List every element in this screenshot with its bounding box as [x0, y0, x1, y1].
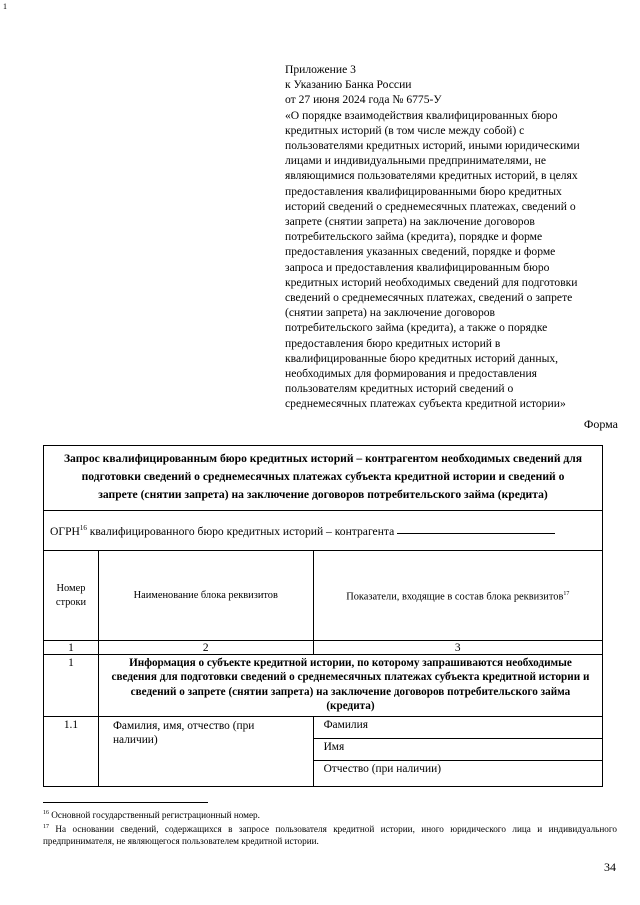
ogrn-label: ОГРН — [50, 524, 80, 538]
appendix-line: запроса и предоставления квалифицированным бюро — [285, 260, 550, 274]
footnote-ref-17: 17 — [563, 590, 570, 597]
appendix-line: к Указанию Банка России — [285, 78, 412, 92]
appendix-line: Приложение 3 — [285, 63, 356, 76]
corner-mark: 1 — [3, 2, 7, 11]
block-number: 1 — [44, 655, 99, 717]
page-number: 34 — [604, 860, 616, 874]
ogrn-row — [44, 511, 603, 551]
appendix-line: запрете (снятии запрета) на заключение договоров — [285, 215, 535, 229]
appendix-line: (снятии запрета) на заключение договоров — [285, 306, 496, 320]
footnote-ref-16: 16 — [79, 523, 87, 532]
appendix-line: от 27 июня 2024 года № 6775-У — [285, 93, 442, 107]
row-name: Фамилия, имя, отчество (при наличии) — [98, 716, 313, 786]
ogrn-text: квалифицированного бюро кредитных историй – контрагента — [86, 524, 398, 538]
first-name-field[interactable]: Имя — [314, 739, 602, 761]
footnote-mark: 16 — [43, 810, 49, 816]
form-label: Форма — [583, 417, 618, 431]
column-header-indicators-text: Показатели, входящие в состав блока реквизитов — [346, 591, 564, 603]
appendix-line: предоставления квалифицированными бюро кредитных — [285, 184, 562, 198]
footnotes — [43, 807, 617, 847]
appendix-line: «О порядке взаимодействия квалифицированных бюро — [285, 108, 558, 122]
footnote-16 — [43, 807, 617, 821]
column-header-block-name: Наименование блока реквизитов — [98, 551, 313, 641]
appendix-header — [285, 62, 610, 412]
appendix-line: являющимися пользователями кредитных историй, в целях — [285, 169, 578, 183]
surname-field[interactable]: Фамилия — [314, 717, 602, 739]
appendix-line: предоставления бюро кредитных историй в — [285, 336, 501, 350]
column-number: 2 — [98, 641, 313, 655]
appendix-line: сведений о среднемесячных платежах, сведений о запрете — [285, 291, 573, 305]
appendix-line: необходимых для формирования и предоставления — [285, 367, 538, 381]
appendix-line: кредитных историй необходимых сведений для подготовки — [285, 275, 578, 289]
block-title: Информация о субъекте кредитной истории, по которому запрашиваются необходимые сведения для подготовки сведений о среднемесячных платежах субъекта кредитной истории и сведений о запрете (снятии запрета) на заключение договоров потребительского займа (кредита) — [98, 655, 602, 717]
appendix-line: историй сведений о среднемесячных платежах, сведений о — [285, 199, 576, 213]
column-number: 3 — [313, 641, 602, 655]
ogrn-input-line[interactable] — [397, 524, 555, 534]
column-number: 1 — [44, 641, 99, 655]
footnote-mark: 17 — [43, 824, 49, 831]
column-header-row-number: Номер строки — [44, 551, 99, 641]
appendix-line: потребительского займа (кредита), порядке и форме — [285, 230, 543, 244]
appendix-line: квалифицированные бюро кредитных историй данных, — [285, 351, 559, 365]
form-title: Запрос квалифицированным бюро кредитных историй – контрагентом необходимых сведений для подготовки сведений о среднемесячных платежах субъекта кредитной истории и сведений о запрете (снятии запрета) на заключение договоров потребительского займа (кредита) — [44, 446, 603, 511]
appendix-line: среднемесячных платежах субъекта кредитной истории» — [285, 397, 566, 411]
row-fields — [313, 716, 602, 786]
appendix-line: предоставления указанных сведений, порядке и форме — [285, 245, 556, 259]
appendix-line: пользователям кредитных историй сведений о — [285, 382, 514, 396]
request-form-table — [43, 445, 603, 787]
footnote-text: Основной государственный регистрационный номер. — [49, 810, 260, 821]
row-number: 1.1 — [44, 716, 99, 786]
column-header-indicators — [313, 551, 602, 641]
patronymic-field[interactable]: Отчество (при наличии) — [323, 762, 441, 775]
appendix-line: лицами и индивидуальными предпринимателями, не — [285, 154, 547, 168]
appendix-line: потребительского займа (кредита), а также о порядке — [285, 321, 548, 335]
footnote-text: На основании сведений, содержащихся в запросе пользователя кредитной истории, иного юридического лица и индивидуального предпринимателя, не являющегося пользователем кредитной истории. — [43, 824, 617, 847]
footnote-17 — [43, 821, 617, 847]
appendix-line: пользователями кредитных историй, иными юридическими — [285, 139, 580, 153]
footnote-separator — [43, 802, 208, 803]
appendix-line: кредитных историй (в том числе между собой) с — [285, 123, 525, 137]
